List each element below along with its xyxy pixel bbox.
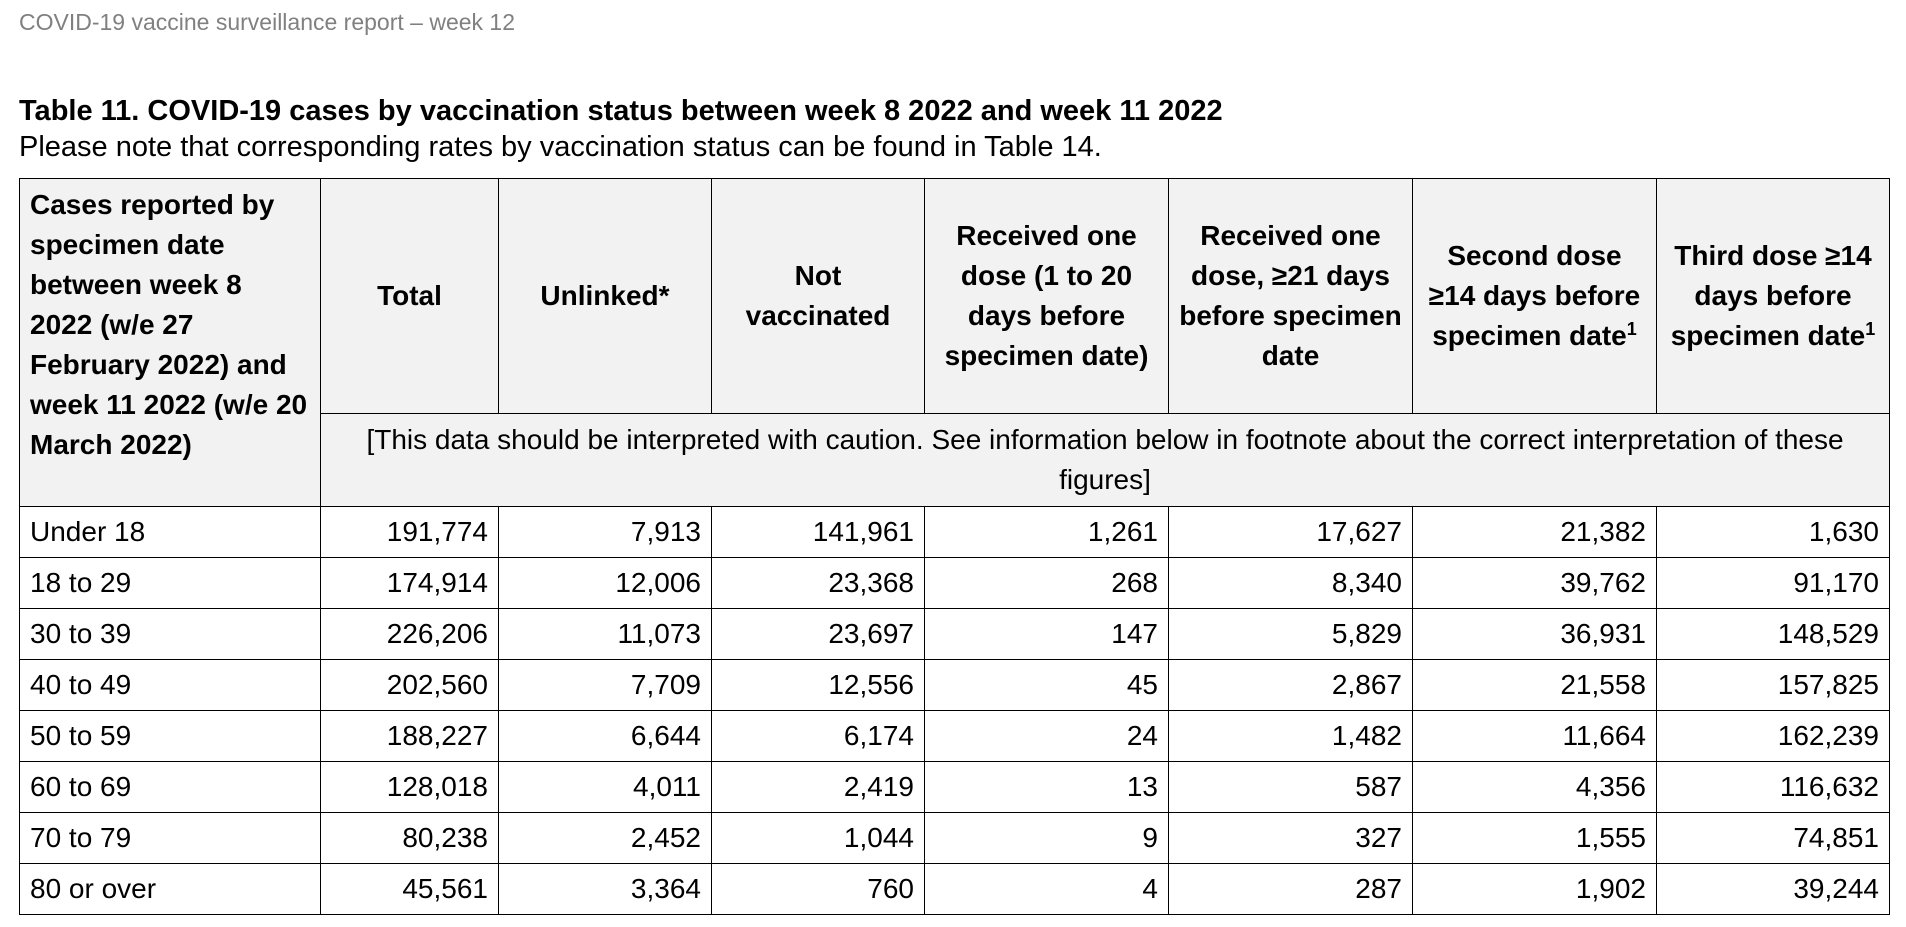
column-header-second-dose: Second dose ≥14 days before specimen date$^1$ <box>1413 179 1657 414</box>
value-cell: 188,227 <box>321 711 499 762</box>
value-cell: 12,006 <box>499 558 712 609</box>
value-cell: 12,556 <box>712 660 925 711</box>
value-cell: 6,644 <box>499 711 712 762</box>
value-cell: 45,561 <box>321 864 499 915</box>
value-cell: 174,914 <box>321 558 499 609</box>
value-cell: 2,867 <box>1169 660 1413 711</box>
value-cell: 1,630 <box>1657 507 1890 558</box>
age-group-cell: Under 18 <box>20 507 321 558</box>
column-header-one-dose-recent: Received one dose (1 to 20 days before specimen date) <box>925 179 1169 414</box>
value-cell: 1,482 <box>1169 711 1413 762</box>
cases-table <box>19 178 1890 915</box>
age-group-cell: 30 to 39 <box>20 609 321 660</box>
age-group-cell: 80 or over <box>20 864 321 915</box>
column-header-one-dose-21-days: Received one dose, ≥21 days before specimen date <box>1169 179 1413 414</box>
age-group-cell: 70 to 79 <box>20 813 321 864</box>
value-cell: 4,011 <box>499 762 712 813</box>
value-cell: 141,961 <box>712 507 925 558</box>
table-row <box>20 813 1890 864</box>
value-cell: 268 <box>925 558 1169 609</box>
value-cell: 21,558 <box>1413 660 1657 711</box>
value-cell: 2,419 <box>712 762 925 813</box>
row-header-cell: Cases reported by specimen date between week 8 2022 (w/e 27 February 2022) and week 11 2022 (w/e 20 March 2022) <box>20 179 321 507</box>
value-cell: 39,244 <box>1657 864 1890 915</box>
value-cell: 7,709 <box>499 660 712 711</box>
caution-note: [This data should be interpreted with caution. See information below in footnote about the correct interpretation of these figures] <box>321 414 1890 507</box>
value-cell: 147 <box>925 609 1169 660</box>
column-header-not-vaccinated: Not vaccinated <box>712 179 925 414</box>
table-row <box>20 558 1890 609</box>
value-cell: 5,829 <box>1169 609 1413 660</box>
value-cell: 4,356 <box>1413 762 1657 813</box>
footnote-mark: 1 <box>1865 319 1876 339</box>
value-cell: 327 <box>1169 813 1413 864</box>
value-cell: 157,825 <box>1657 660 1890 711</box>
table-title: Table 11. COVID-19 cases by vaccination status between week 8 2022 and week 11 2022 <box>19 95 1223 127</box>
value-cell: 1,261 <box>925 507 1169 558</box>
value-cell: 2,452 <box>499 813 712 864</box>
value-cell: 587 <box>1169 762 1413 813</box>
age-group-cell: 40 to 49 <box>20 660 321 711</box>
table-row <box>20 864 1890 915</box>
value-cell: 226,206 <box>321 609 499 660</box>
value-cell: 11,073 <box>499 609 712 660</box>
footnote-mark: 1 <box>1626 319 1637 339</box>
table-row <box>20 711 1890 762</box>
age-group-cell: 60 to 69 <box>20 762 321 813</box>
table-row <box>20 660 1890 711</box>
value-cell: 760 <box>712 864 925 915</box>
value-cell: 6,174 <box>712 711 925 762</box>
table-row <box>20 507 1890 558</box>
age-group-cell: 50 to 59 <box>20 711 321 762</box>
column-header-unlinked: Unlinked* <box>499 179 712 414</box>
age-group-cell: 18 to 29 <box>20 558 321 609</box>
value-cell: 148,529 <box>1657 609 1890 660</box>
value-cell: 21,382 <box>1413 507 1657 558</box>
value-cell: 80,238 <box>321 813 499 864</box>
table-row <box>20 609 1890 660</box>
value-cell: 4 <box>925 864 1169 915</box>
value-cell: 45 <box>925 660 1169 711</box>
value-cell: 23,697 <box>712 609 925 660</box>
value-cell: 13 <box>925 762 1169 813</box>
value-cell: 91,170 <box>1657 558 1890 609</box>
column-header-third-dose: Third dose ≥14 days before specimen date$^1$ <box>1657 179 1890 414</box>
value-cell: 287 <box>1169 864 1413 915</box>
value-cell: 7,913 <box>499 507 712 558</box>
value-cell: 23,368 <box>712 558 925 609</box>
value-cell: 202,560 <box>321 660 499 711</box>
value-cell: 74,851 <box>1657 813 1890 864</box>
value-cell: 1,044 <box>712 813 925 864</box>
value-cell: 17,627 <box>1169 507 1413 558</box>
value-cell: 116,632 <box>1657 762 1890 813</box>
value-cell: 11,664 <box>1413 711 1657 762</box>
value-cell: 9 <box>925 813 1169 864</box>
value-cell: 1,555 <box>1413 813 1657 864</box>
value-cell: 24 <box>925 711 1169 762</box>
value-cell: 1,902 <box>1413 864 1657 915</box>
value-cell: 8,340 <box>1169 558 1413 609</box>
page-header: COVID-19 vaccine surveillance report – week 12 <box>19 9 516 35</box>
column-header-total: Total <box>321 179 499 414</box>
value-cell: 36,931 <box>1413 609 1657 660</box>
table-body <box>20 507 1890 915</box>
value-cell: 162,239 <box>1657 711 1890 762</box>
value-cell: 191,774 <box>321 507 499 558</box>
table-note: Please note that corresponding rates by vaccination status can be found in Table 14. <box>19 131 1102 163</box>
value-cell: 3,364 <box>499 864 712 915</box>
value-cell: 39,762 <box>1413 558 1657 609</box>
value-cell: 128,018 <box>321 762 499 813</box>
table-row <box>20 762 1890 813</box>
